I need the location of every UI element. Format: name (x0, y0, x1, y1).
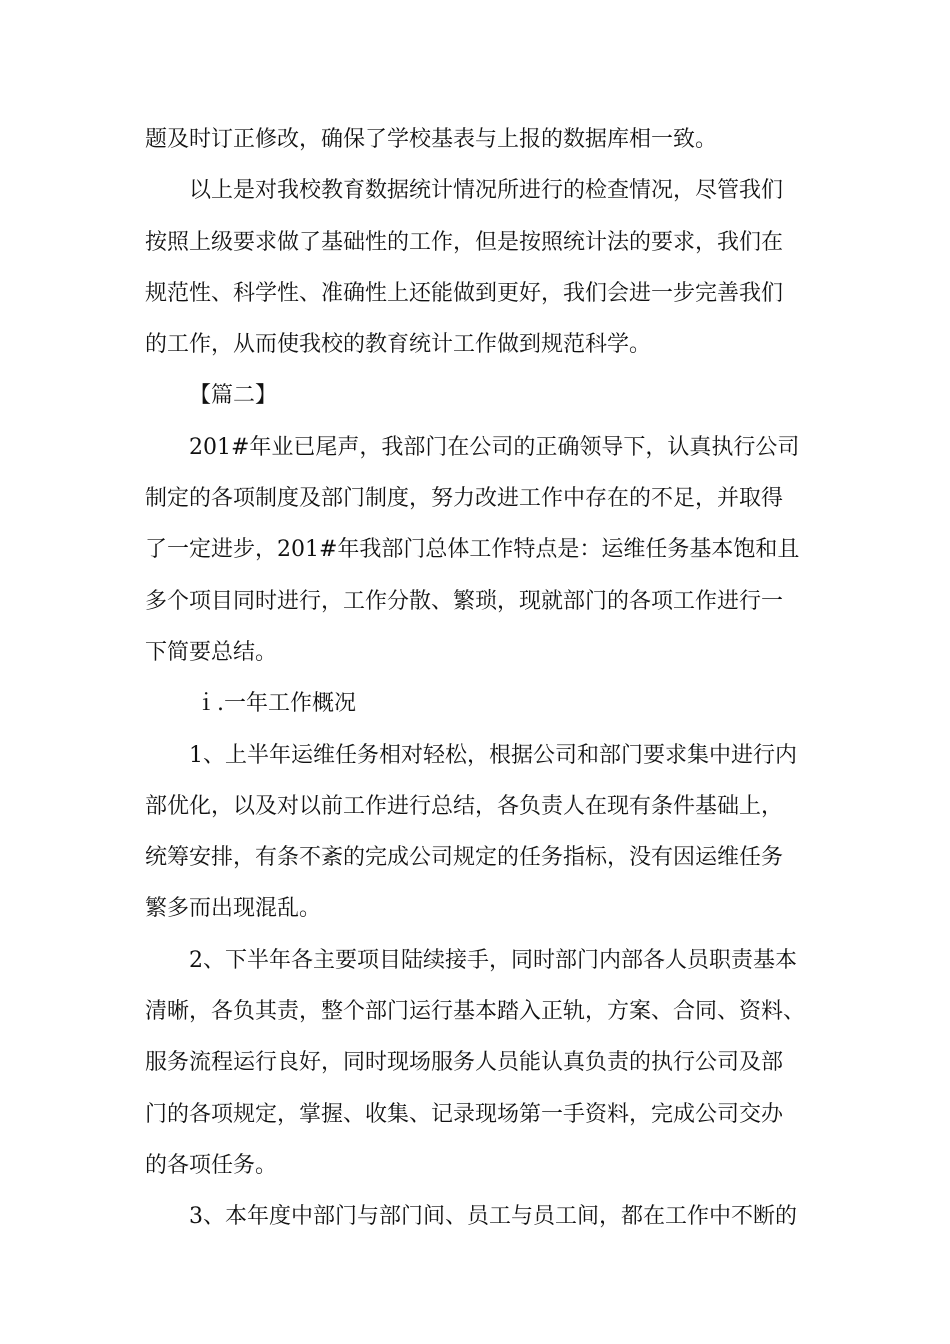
text-line: 2、下半年各主要项目陆续接手，同时部门内部各人员职责基本 (189, 947, 797, 973)
text-line: 的工作，从而使我校的教育统计工作做到规范科学。 (145, 332, 652, 358)
subsection-heading: ｉ.一年工作概况 (195, 691, 356, 717)
text-line: 按照上级要求做了基础性的工作，但是按照统计法的要求，我们在 (145, 229, 784, 255)
text-line: 的各项任务。 (145, 1152, 278, 1178)
text-line: 规范性、科学性、准确性上还能做到更好，我们会进一步完善我们 (145, 280, 784, 306)
text-line: 统筹安排，有条不紊的完成公司规定的任务指标，没有因运维任务 (145, 845, 784, 871)
text-line: 制定的各项制度及部门制度，努力改进工作中存在的不足，并取得 (145, 486, 784, 512)
text-line: 了一定进步，201#年我部门总体工作特点是：运维任务基本饱和且 (145, 537, 800, 563)
text-line: 繁多而出现混乱。 (145, 896, 322, 922)
text-line: 清晰，各负其责，整个部门运行基本踏入正轨，方案、合同、资料、 (145, 999, 806, 1025)
text-line: 1、上半年运维任务相对轻松，根据公司和部门要求集中进行内 (189, 742, 797, 768)
text-line: 以上是对我校教育数据统计情况所进行的检查情况，尽管我们 (189, 178, 784, 204)
document-body (145, 119, 825, 1248)
text-line: 服务流程运行良好，同时现场服务人员能认真负责的执行公司及部 (145, 1050, 784, 1076)
text-line: 部优化，以及对以前工作进行总结，各负责人在现有条件基础上， (145, 793, 784, 819)
text-line: 3、本年度中部门与部门间、员工与员工间，都在工作中不断的 (189, 1204, 797, 1230)
section-heading: 【篇二】 (189, 383, 278, 409)
text-line: 题及时订正修改，确保了学校基表与上报的数据库相一致。 (145, 127, 718, 152)
text-line: 多个项目同时进行，工作分散、繁琐，现就部门的各项工作进行一 (145, 588, 784, 614)
text-line: 下简要总结。 (145, 639, 278, 665)
text-line: 201#年业已尾声，我部门在公司的正确领导下，认真执行公司 (189, 434, 800, 460)
text-line: 门的各项规定，掌握、收集、记录现场第一手资料，完成公司交办 (145, 1101, 784, 1127)
